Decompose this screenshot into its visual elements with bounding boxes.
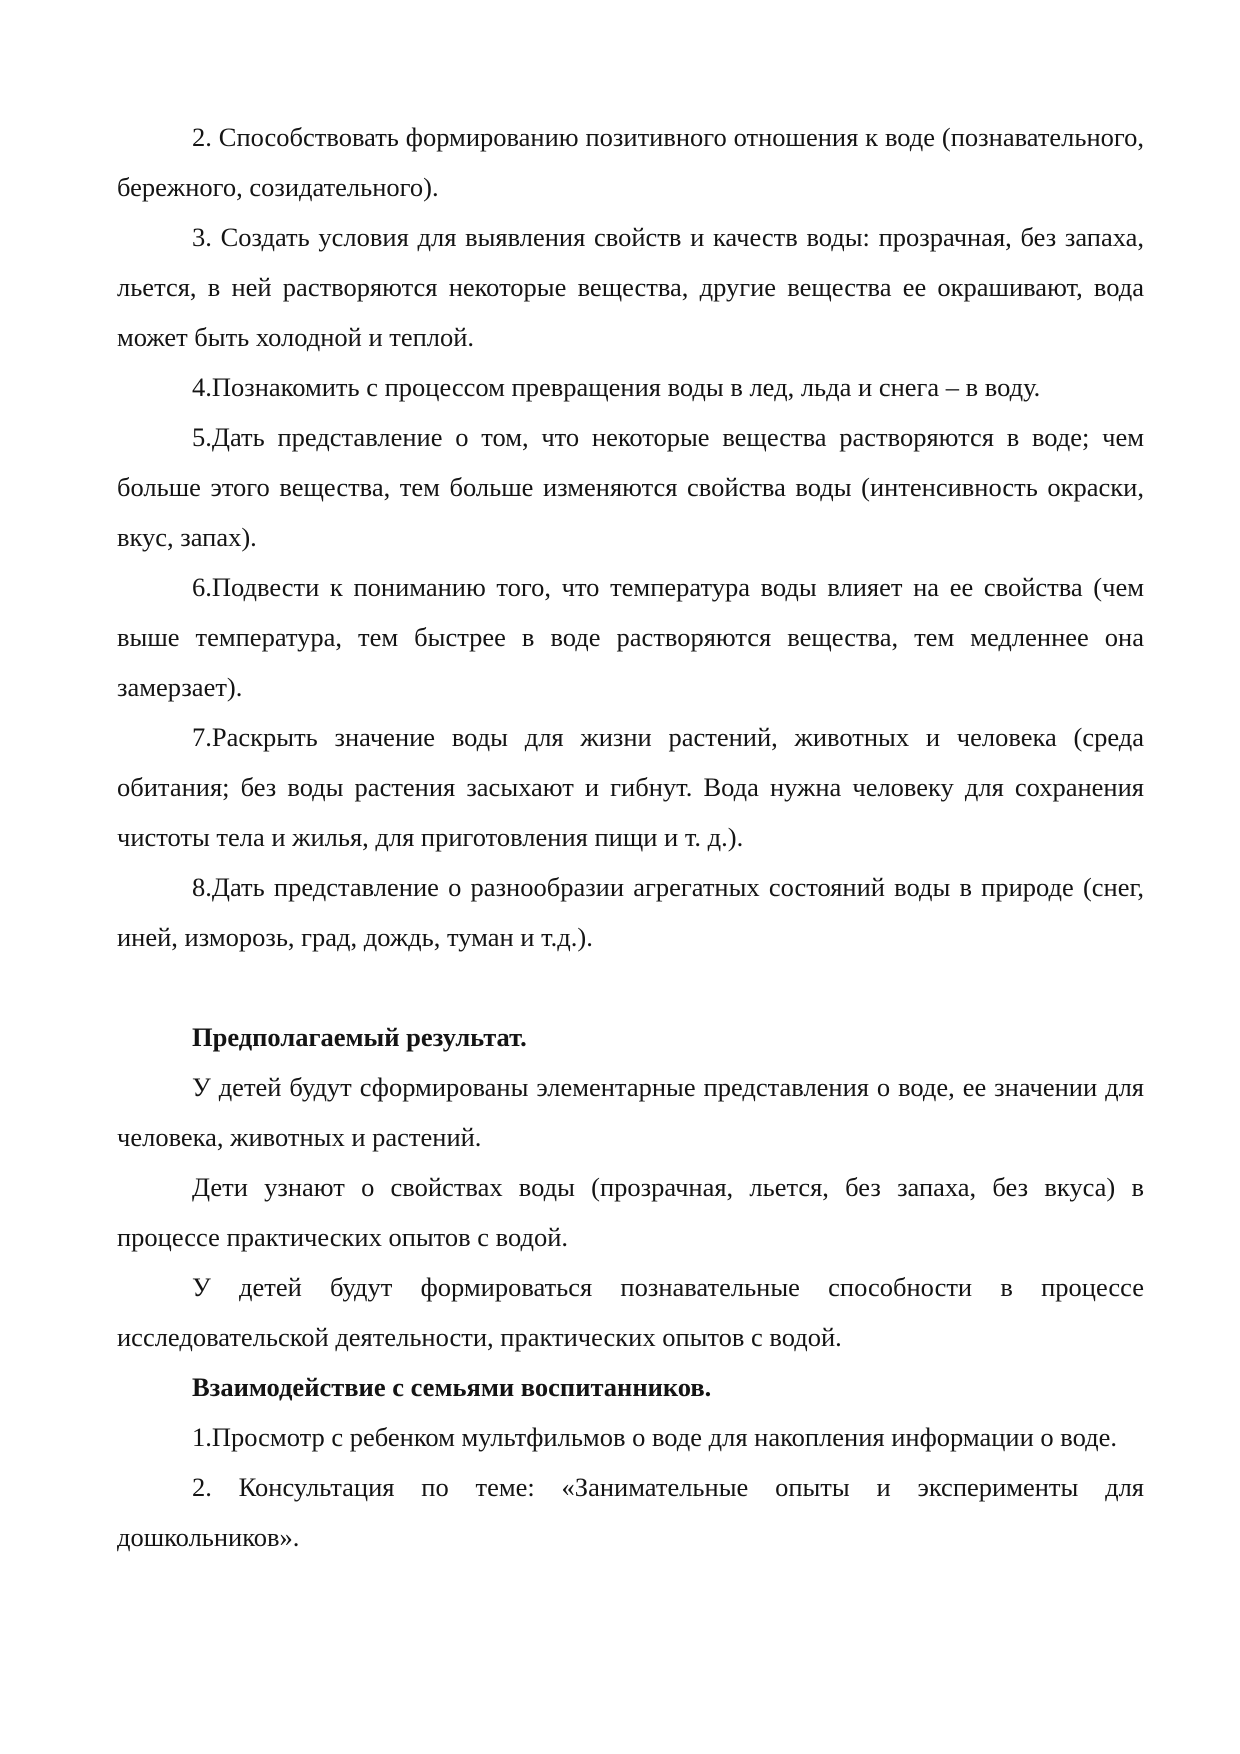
goal-paragraph: 3. Создать условия для выявления свойств и качеств воды: прозрачная, без запаха, льется, в ней растворяются некоторые вещества, другие вещества ее окрашивают, вода может быть холодной и теплой. [117,222,1144,352]
goals-list [117,112,1144,962]
expected-result-section [117,1012,1144,1362]
goal-paragraph: 8.Дать представление о разнообразии агрегатных состояний воды в природе (снег, иней, изморозь, град, дождь, туман и т.д.). [117,872,1144,952]
family-interaction-heading: Взаимодействие с семьями воспитанников. [192,1372,712,1402]
goal-paragraph: 7.Раскрыть значение воды для жизни растений, животных и человека (среда обитания; без воды растения засыхают и гибнут. Вода нужна человеку для сохранения чистоты тела и жилья, для приготовления пищи и т. д.). [117,722,1144,852]
goal-paragraph: 2. Способствовать формированию позитивного отношения к воде (познавательного, бережного, созидательного). [117,122,1144,202]
goal-paragraph: 6.Подвести к пониманию того, что температура воды влияет на ее свойства (чем выше температура, тем быстрее в воде растворяются вещества, тем медленнее она замерзает). [117,572,1144,702]
family-paragraph: 1.Просмотр с ребенком мультфильмов о воде для накопления информации о воде. [192,1422,1117,1452]
goal-paragraph: 5.Дать представление о том, что некоторые вещества растворяются в воде; чем больше этого вещества, тем больше изменяются свойства воды (интенсивность окраски, вкус, запах). [117,422,1144,552]
result-paragraph: У детей будут формироваться познавательные способности в процессе исследовательской деятельности, практических опытов с водой. [117,1272,1144,1352]
document-page [117,112,1144,1562]
family-interaction-section [117,1362,1144,1562]
blank-line [117,962,1144,1012]
result-paragraph: Дети узнают о свойствах воды (прозрачная, льется, без запаха, без вкуса) в процессе практических опытов с водой. [117,1172,1144,1252]
goal-paragraph: 4.Познакомить с процессом превращения воды в лед, льда и снега – в воду. [192,372,1041,402]
result-paragraph: У детей будут сформированы элементарные представления о воде, ее значении для человека, животных и растений. [117,1072,1144,1152]
family-paragraph: 2. Консультация по теме: «Занимательные опыты и эксперименты для дошкольников». [117,1472,1144,1552]
expected-result-heading: Предполагаемый результат. [192,1022,527,1052]
